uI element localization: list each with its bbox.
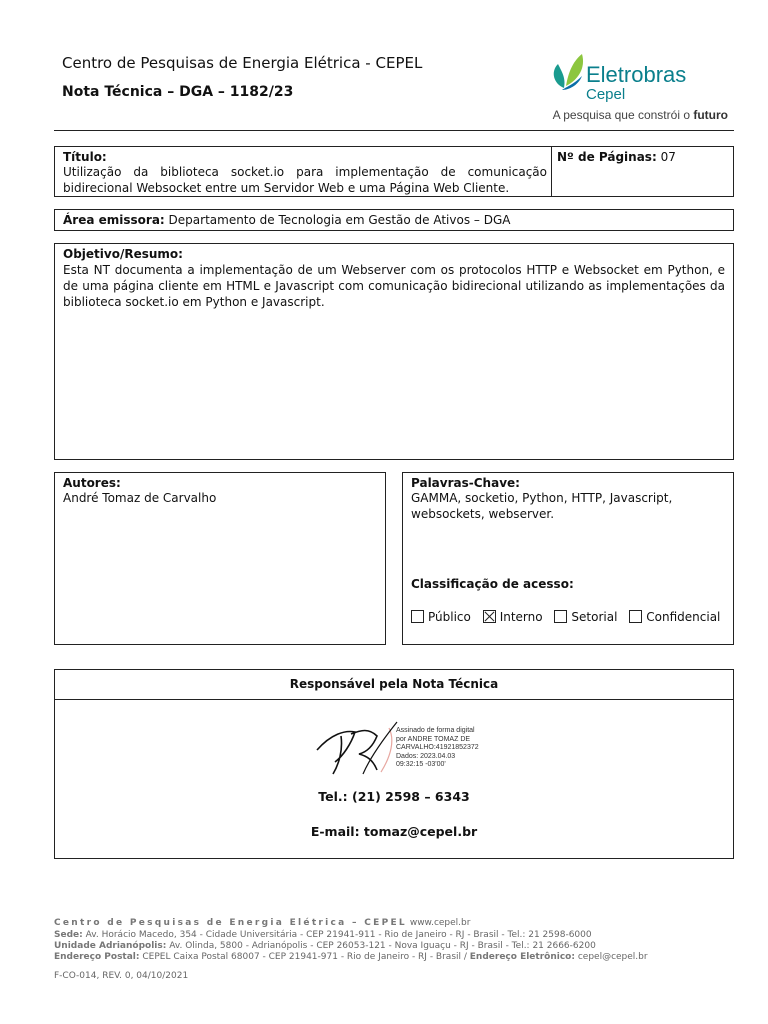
checkbox-setorial[interactable] xyxy=(554,610,567,623)
area-box xyxy=(54,209,734,231)
responsible-header: Responsável pela Nota Técnica xyxy=(289,677,499,691)
footer-postal: CEPEL Caixa Postal 68007 - CEP 21941-971 - Rio de Janeiro - RJ - Brasil / xyxy=(142,952,467,962)
title-divider xyxy=(551,147,552,196)
keywords-cell xyxy=(411,476,711,522)
footer-sede: Av. Horácio Macedo, 354 - Cidade Universitária - CEP 21941-911 - Rio de Janeiro - RJ - Brasil - Tel.: 21 2598-6000 xyxy=(85,930,592,940)
checkbox-interno-checked[interactable] xyxy=(483,610,496,623)
stamp-line: Assinado de forma digital xyxy=(396,727,475,734)
access-label: Classificação de acesso: xyxy=(411,577,574,591)
objective-box xyxy=(54,243,734,460)
footer-org: Centro de Pesquisas de Energia Elétrica – CEPEL xyxy=(54,918,407,928)
logo-tagline-emph: futuro xyxy=(693,108,728,122)
objective-cell xyxy=(63,247,725,310)
checkbox-publico[interactable] xyxy=(411,610,424,623)
responsible-phone: Tel.: (21) 2598 – 6343 xyxy=(318,789,470,804)
option-label: Confidencial xyxy=(646,610,721,624)
footer-sede-line xyxy=(54,930,592,940)
footer-postal-line xyxy=(54,952,648,962)
logo-tagline xyxy=(528,108,728,122)
objective-text: Esta NT documenta a implementação de um Webserver com os protocolos HTTP e Websocket em Python, e de uma página cliente em HTML e Javascript com comunicação bidirecional utilizando as implementações da biblioteca socket.io em Python e Javascript. xyxy=(63,263,725,309)
footer-site[interactable]: www.cepel.br xyxy=(409,918,471,928)
footer-eletronico[interactable]: cepel@cepel.br xyxy=(577,952,648,962)
logo-sub: Cepel xyxy=(586,86,626,103)
pages-value: 07 xyxy=(660,150,676,164)
authors-value: André Tomaz de Carvalho xyxy=(63,491,217,505)
leaf-icon xyxy=(548,50,588,94)
logo-name: Eletrobras xyxy=(586,62,687,87)
objective-label: Objetivo/Resumo: xyxy=(63,247,183,261)
authors-box xyxy=(54,472,386,645)
stamp-line: 09:32:15 -03'00' xyxy=(396,761,446,769)
stamp-line: CARVALHO:41921852372 xyxy=(396,744,479,752)
title-label: Título: xyxy=(63,150,107,164)
checkbox-confidencial[interactable] xyxy=(629,610,642,623)
pages-cell xyxy=(557,150,676,164)
option-label: Público xyxy=(428,610,471,624)
keywords-value: GAMMA, socketio, Python, HTTP, Javascript, websockets, webserver. xyxy=(411,491,673,521)
option-label: Setorial xyxy=(571,610,618,624)
responsible-box xyxy=(54,669,734,859)
pages-label: Nº de Páginas: xyxy=(557,150,657,164)
area-label: Área emissora: xyxy=(63,213,165,227)
authors-label: Autores: xyxy=(63,476,121,490)
footer-unidade-line xyxy=(54,941,596,951)
area-line xyxy=(63,213,510,227)
title-text: Utilização da biblioteca socket.io para implementação de comunicação bidirecional Websocket entre um Servidor Web e uma Página Web Cliente. xyxy=(63,165,547,195)
eletrobras-logo xyxy=(548,46,728,124)
area-value: Departamento de Tecnologia em Gestão de Ativos – DGA xyxy=(168,213,511,227)
header-rule xyxy=(54,130,734,131)
option-label: Interno xyxy=(499,610,543,624)
title-box xyxy=(54,146,734,197)
signature-stamp xyxy=(396,727,479,770)
authors-cell xyxy=(63,476,216,506)
org-title: Centro de Pesquisas de Energia Elétrica - CEPEL xyxy=(62,54,423,72)
footer-sede-label: Sede: xyxy=(54,930,83,940)
keywords-box xyxy=(402,472,734,645)
stamp-line: por ANDRE TOMAZ DE xyxy=(396,735,471,743)
responsible-email[interactable]: E-mail: tomaz@cepel.br xyxy=(310,824,478,839)
footer-form-code: F-CO-014, REV. 0, 04/10/2021 xyxy=(54,971,189,981)
footer-postal-label: Endereço Postal: xyxy=(54,952,140,962)
footer-org-line xyxy=(54,918,470,928)
logo-tagline-prefix: A pesquisa que constrói o xyxy=(552,108,690,122)
title-cell xyxy=(63,150,547,196)
access-option-confidencial[interactable] xyxy=(629,610,720,624)
footer-unidade-label: Unidade Adrianópolis: xyxy=(54,941,167,951)
responsible-divider xyxy=(55,699,733,700)
access-option-publico[interactable] xyxy=(411,610,471,624)
access-options xyxy=(411,610,720,624)
access-option-interno[interactable] xyxy=(483,610,543,624)
footer-unidade: Av. Olinda, 5800 - Adrianópolis - CEP 26053-121 - Nova Iguaçu - RJ - Brasil - Tel.: 21 2666-6200 xyxy=(169,941,596,951)
doc-number: Nota Técnica – DGA – 1182/23 xyxy=(62,84,294,100)
stamp-line: Dados: 2023.04.03 xyxy=(396,752,456,760)
access-option-setorial[interactable] xyxy=(554,610,617,624)
keywords-label: Palavras-Chave: xyxy=(411,476,520,490)
footer-eletronico-label: Endereço Eletrônico: xyxy=(469,952,575,962)
